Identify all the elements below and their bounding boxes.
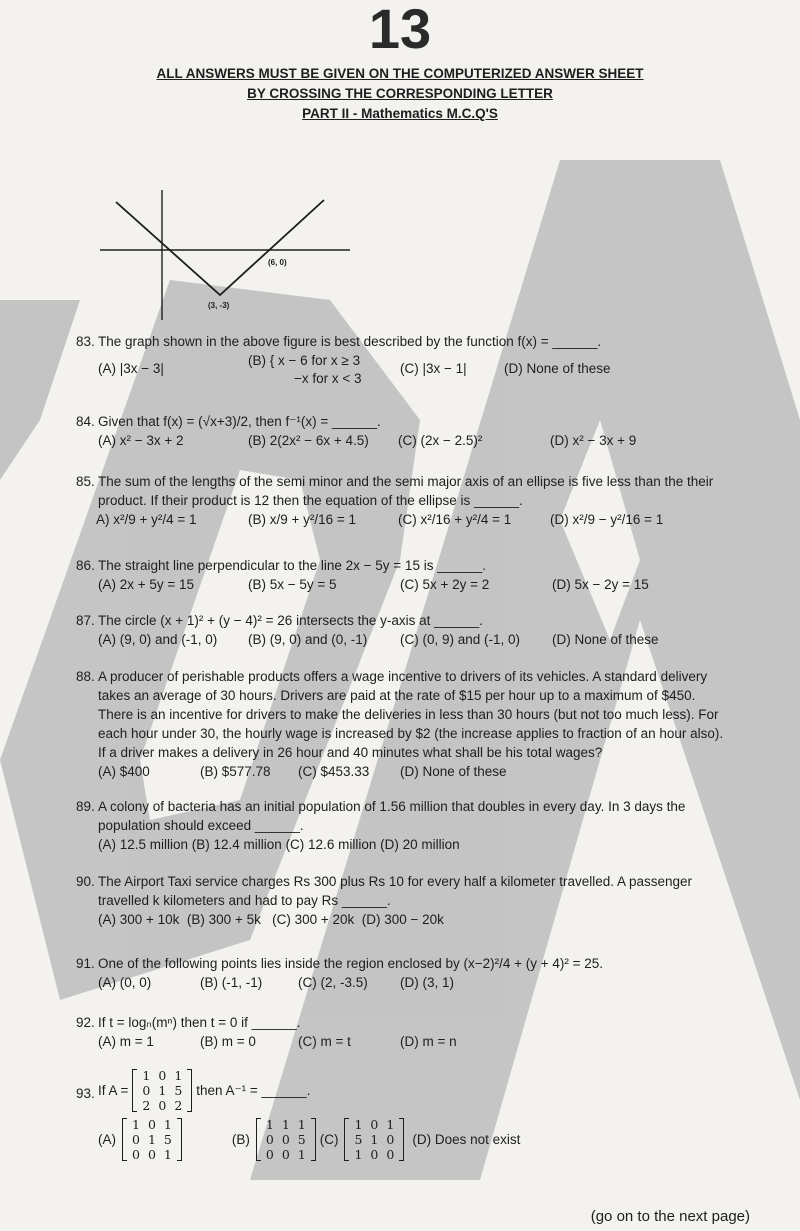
option-d[interactable]: (D) None of these [504, 361, 611, 376]
page-number: 13 [368, 0, 432, 60]
option-c[interactable]: (C) 5x + 2y = 2 [400, 577, 490, 592]
option-b-matrix [256, 1117, 316, 1162]
question-86: 86. The straight line perpendicular to the line 2x − 5y = 15 is ______. (A) 2x + 5y = 15 (B) 5x − 5y = 5 (C) 5x + 2y = 2 (D) 5x − 2y = 15 [76, 558, 649, 592]
label-intercept: (6, 0) [268, 258, 287, 267]
graph-curve [116, 200, 324, 295]
option-b[interactable]: (B) [231, 1132, 250, 1147]
question-89: 89. A colony of bacteria has an initial population of 1.56 million that doubles in every day. In 3 days the population should exceed ______. (A) 12.5 million (B) 12.4 million (C) 12.6 million (D) 20 million [76, 797, 766, 854]
matrix-a [132, 1068, 192, 1113]
matrix-row [350, 1117, 398, 1132]
option-d[interactable]: (D) 5x − 2y = 15 [552, 577, 649, 592]
matrix-cell: 0 [281, 1132, 290, 1147]
instructions-header [0, 64, 800, 124]
option-a[interactable]: (A) 2x + 5y = 15 [98, 577, 195, 592]
option-a[interactable]: (A) [98, 1132, 116, 1147]
question-88: 88. A producer of perishable products offers a wage incentive to drivers of its vehicles. A standard delivery takes an average of 30 hours. Drivers are paid at the rate of $15 per hour up to a maximum of $450. There is an incentive for drivers to make the deliveries in less than 30 hours (but not too much less). For each hour under 30, the hourly wage is increased by $2 (the increase applies to fraction of an hour also). If a driver makes a delivery in 26 hour and 40 minutes what shall be his total wages? (A) $400 (B) $577.78 (C) $453.33 (D) None of these [76, 669, 724, 779]
option-d[interactable]: (D) x² − 3x + 9 [550, 433, 637, 448]
matrix-cell: 1 [147, 1132, 156, 1147]
question-85: 85. The sum of the lengths of the semi minor and the semi major axis of an ellipse is five less than the their product. If their product is 12 then the equation of the ellipse is ______. A) x²/9 + y²/4 = 1 (B) x/9 + y²/16 = 1 (C) x²/16 + y²/4 = 1 (D) x²/9 − y²/16 = 1 [76, 474, 714, 527]
matrix-cell: 0 [281, 1147, 290, 1162]
option-c[interactable]: (C) (2x − 2.5)² [398, 433, 483, 448]
matrix-cell: 1 [265, 1117, 274, 1132]
option-d[interactable]: (D) (3, 1) [400, 975, 454, 990]
option-d[interactable]: (D) None of these [400, 764, 507, 779]
matrix-row [262, 1117, 310, 1132]
header-line-2: BY CROSSING THE CORRESPONDING LETTER [247, 86, 553, 101]
matrix-cell: 0 [158, 1068, 167, 1083]
option-b[interactable]: (B) 5x − 5y = 5 [248, 577, 337, 592]
matrix-cell: 5 [174, 1083, 183, 1098]
option-a[interactable]: (A) |3x − 3| [98, 361, 164, 376]
option-a[interactable]: (A) (9, 0) and (-1, 0) [98, 632, 218, 647]
option-d[interactable]: (D) x²/9 − y²/16 = 1 [550, 512, 664, 527]
option-c[interactable]: (C) (0, 9) and (-1, 0) [400, 632, 521, 647]
matrix-cell: 2 [142, 1098, 151, 1113]
matrix-cell: 1 [297, 1147, 306, 1162]
matrix-cell: 1 [386, 1117, 395, 1132]
option-c[interactable]: (C) $453.33 [298, 764, 370, 779]
matrix-cell: 0 [132, 1132, 140, 1147]
label-vertex: (3, -3) [208, 301, 230, 310]
question-93: 93. If A = 1 0 1 0 1 5 2 0 2 then A⁻¹ = ______. (A) 1 0 1 0 1 5 0 0 1 (B) 1 1 1 0 0 5 0 0 1 (C) 1 0 1 5 1 0 1 0 0 (D) Does not exist [76, 1068, 521, 1162]
option-b[interactable]: (B) $577.78 [200, 764, 271, 779]
matrix-cell: 5 [354, 1132, 363, 1147]
matrix-row [350, 1147, 398, 1162]
matrix-row [138, 1098, 186, 1113]
matrix-row [128, 1147, 176, 1162]
matrix-cell: 1 [281, 1117, 290, 1132]
option-a[interactable]: (A) x² − 3x + 2 [98, 433, 184, 448]
option-a-matrix [122, 1117, 182, 1162]
absolute-value-graph [100, 190, 350, 320]
option-d[interactable]: (D) m = n [400, 1034, 457, 1049]
matrix-cell: 1 [174, 1068, 183, 1083]
matrix-cell: 0 [370, 1147, 379, 1162]
matrix-cell: 1 [370, 1132, 379, 1147]
option-c[interactable]: (C) |3x − 1| [400, 361, 467, 376]
matrix-row [262, 1147, 310, 1162]
matrix-cell: 0 [158, 1098, 167, 1113]
option-d[interactable]: (D) None of these [552, 632, 659, 647]
question-87: 87. The circle (x + 1)² + (y − 4)² = 26 intersects the y-axis at ______. (A) (9, 0) and (-1, 0) (B) (9, 0) and (0, -1) (C) (0, 9) and (-1, 0) (D) None of these [76, 613, 659, 647]
option-d[interactable]: (D) Does not exist [412, 1132, 521, 1147]
option-b[interactable]: (B) (-1, -1) [200, 975, 263, 990]
header-line-1: ALL ANSWERS MUST BE GIVEN ON THE COMPUTERIZED ANSWER SHEET [156, 66, 644, 81]
footer-next-page: (go on to the next page) [590, 1208, 750, 1225]
option-a[interactable]: (A) $400 [98, 764, 150, 779]
option-c-matrix [344, 1117, 404, 1162]
matrix-cell: 2 [174, 1098, 183, 1113]
option-b[interactable]: (B) 2(2x² − 6x + 4.5) [248, 433, 369, 448]
option-b[interactable]: (B) (9, 0) and (0, -1) [248, 632, 368, 647]
matrix-cell: 1 [132, 1117, 140, 1132]
matrix-cell: 0 [142, 1083, 151, 1098]
matrix-cell: 0 [386, 1132, 395, 1147]
matrix-cell: 1 [163, 1117, 172, 1132]
matrix-cell: 1 [354, 1117, 363, 1132]
option-c[interactable]: (C) x²/16 + y²/4 = 1 [398, 512, 512, 527]
option-a[interactable]: (A) m = 1 [98, 1034, 154, 1049]
question-90: 90. The Airport Taxi service charges Rs 300 plus Rs 10 for every half a kilometer travelled. A passenger travelled k kilometers and had to pay Rs ______. (A) 300 + 10k (B) 300 + 5k (C) 300 + 20k (D) 300 − 20k [76, 872, 766, 929]
option-a[interactable]: (A) (0, 0) [98, 975, 152, 990]
matrix-row [350, 1132, 398, 1147]
matrix-cell: 0 [132, 1147, 140, 1162]
question-83: 83. The graph shown in the above figure is best described by the function f(x) = ______. (A) |3x − 3| (B) { x − 6 for x ≥ 3 −x for x < 3 (C) |3x − 1| (D) None of these [76, 334, 611, 386]
matrix-row [262, 1132, 310, 1147]
option-c[interactable]: (C) [319, 1132, 339, 1147]
watermark-letter-u [0, 300, 80, 480]
matrix-cell: 1 [142, 1068, 151, 1083]
matrix-cell: 1 [354, 1147, 363, 1162]
question-84: 84. Given that f(x) = (√x+3)/2, then f⁻¹(x) = ______. (A) x² − 3x + 2 (B) 2(2x² − 6x + 4.5) (C) (2x − 2.5)² (D) x² − 3x + 9 [76, 414, 637, 448]
answer-options[interactable]: (A) 300 + 10k (B) 300 + 5k (C) 300 + 20k (D) 300 − 20k [98, 912, 444, 927]
option-b-line2: −x for x < 3 [294, 371, 362, 386]
matrix-row [128, 1117, 176, 1132]
option-a[interactable]: A) x²/9 + y²/4 = 1 [96, 512, 197, 527]
matrix-cell: 1 [163, 1147, 172, 1162]
matrix-cell: 0 [147, 1147, 156, 1162]
option-b[interactable]: (B) m = 0 [200, 1034, 256, 1049]
matrix-cell: 0 [386, 1147, 395, 1162]
matrix-cell: 0 [370, 1117, 379, 1132]
matrix-cell: 1 [297, 1117, 306, 1132]
matrix-cell: 5 [297, 1132, 306, 1147]
question-91: 91. One of the following points lies inside the region enclosed by (x−2)²/4 + (y + 4)² = 25. (A) (0, 0) (B) (-1, -1) (C) (2, -3.5) (D) (3, 1) [76, 956, 604, 990]
option-b[interactable]: (B) x/9 + y²/16 = 1 [248, 512, 357, 527]
option-b[interactable]: (B) { x − 6 for x ≥ 3 [248, 353, 361, 368]
matrix-cell: 1 [158, 1083, 167, 1098]
header-line-3: PART II - Mathematics M.C.Q'S [302, 106, 498, 121]
matrix-cell: 5 [163, 1132, 172, 1147]
option-c[interactable]: (C) m = t [298, 1034, 351, 1049]
matrix-row [138, 1068, 186, 1083]
matrix-row [128, 1132, 176, 1147]
matrix-row [138, 1083, 186, 1098]
question-92: 92. If t = logₙ(mⁿ) then t = 0 if ______. (A) m = 1 (B) m = 0 (C) m = t (D) m = n [76, 1015, 457, 1049]
answer-options[interactable]: (A) 12.5 million (B) 12.4 million (C) 12.6 million (D) 20 million [98, 837, 460, 852]
matrix-cell: 0 [265, 1132, 274, 1147]
option-c[interactable]: (C) (2, -3.5) [298, 975, 368, 990]
matrix-cell: 0 [147, 1117, 156, 1132]
matrix-cell: 0 [265, 1147, 274, 1162]
